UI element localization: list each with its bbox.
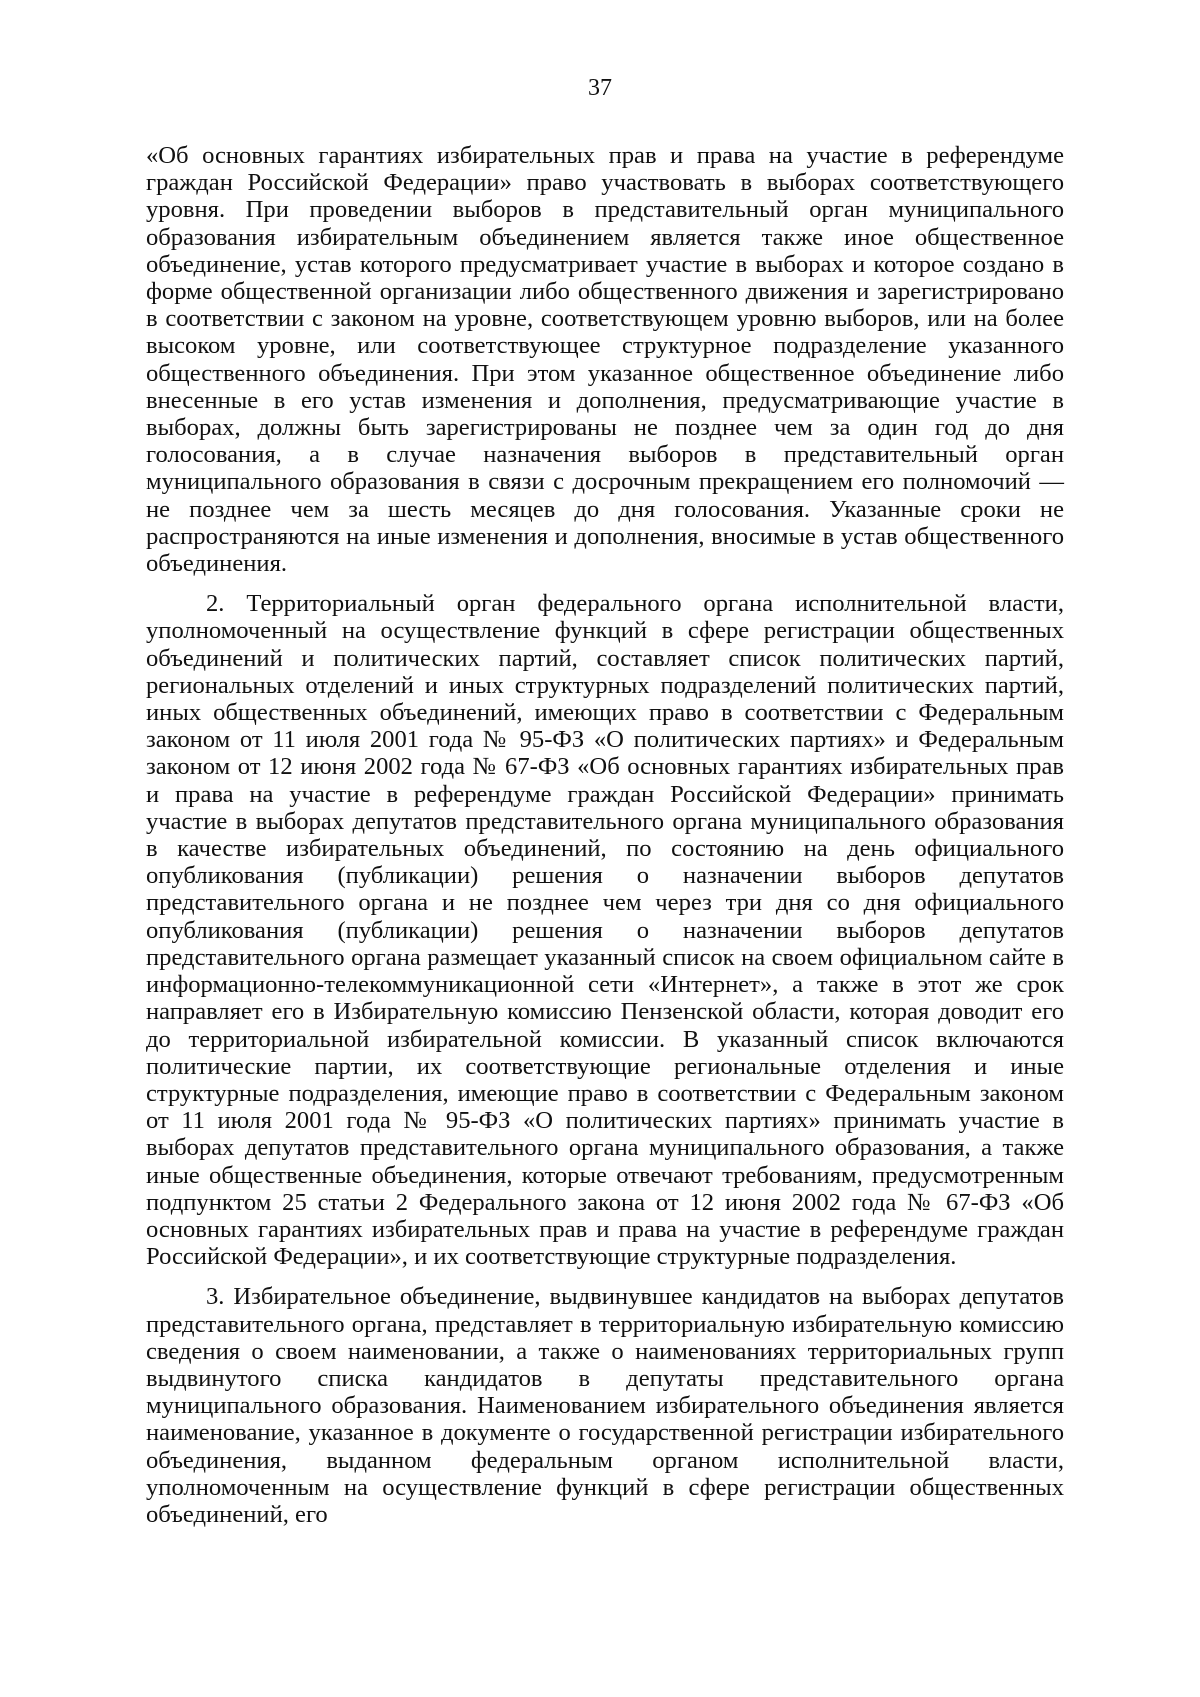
paragraph-item-2: 2. Территориальный орган федерального органа исполнительной власти, уполномоченный на осуществление функций в сфере регистрации общественных объединений и политических партий, составляет список политических партий, региональных отделений и иных структурных подразделений политических партий, иных общественных объединений, имеющих право в соответствии с Федеральным законом от 11 июля 2001 года № 95-ФЗ «О политических партиях» и Федеральным законом от 12 июня 2002 года № 67-ФЗ «Об основных гарантиях избирательных прав и права на участие в референдуме граждан Российской Федерации» принимать участие в выборах депутатов представительного органа муниципального образования в качестве избирательных объединений, по состоянию на день официального опубликования (публикации) решения о назначении выборов депутатов представительного органа и не позднее чем через три дня со дня официального опубликования (публикации) решения о назначении выборов депутатов представительного органа размещает указанный список на своем официальном сайте в информационно-телекоммуникационной сети «Интернет», а также в этот же срок направляет его в Избирательную комиссию Пензенской области, которая доводит его до территориальной избирательной комиссии. В указанный список включаются политические партии, их соответствующие региональные отделения и иные структурные подразделения, имеющие право в соответствии с Федеральным законом от 11 июля 2001 года № 95-ФЗ «О политических партиях» принимать участие в выборах депутатов представительного органа муниципального образования, а также иные общественные объединения, которые отвечают требованиям, предусмотренным подпунктом 25 статьи 2 Федерального закона от 12 июня 2002 года № 67-ФЗ «Об основных гарантиях избирательных прав и права на участие в референдуме граждан Российской Федерации», и их соответствующие структурные подразделения. <box>146 590 1064 1271</box>
paragraph-continuation: «Об основных гарантиях избирательных прав и права на участие в референдуме граждан Российской Федерации» право участвовать в выборах соответствующего уровня. При проведении выборов в представительный орган муниципального образования избирательным объединением является также иное общественное объединение, устав которого предусматривает участие в выборах и которое создано в форме общественной организации либо общественного движения и зарегистрировано в соответствии с законом на уровне, соответствующем уровню выборов, или на более высоком уровне, или соответствующее структурное подразделение указанного общественного объединения. При этом указанное общественное объединение либо внесенные в его устав изменения и дополнения, предусматривающие участие в выборах, должны быть зарегистрированы не позднее чем за один год до дня голосования, а в случае назначения выборов в представительный орган муниципального образования в связи с досрочным прекращением его полномочий — не позднее чем за шесть месяцев до дня голосования. Указанные сроки не распространяются на иные изменения и дополнения, вносимые в устав общественного объединения. <box>146 142 1064 578</box>
paragraph-item-3: 3. Избирательное объединение, выдвинувшее кандидатов на выборах депутатов представительного органа, представляет в территориальную избирательную комиссию сведения о своем наименовании, а также о наименованиях территориальных групп выдвинутого списка кандидатов в депутаты представительного органа муниципального образования. Наименованием избирательного объединения является наименование, указанное в документе о государственной регистрации избирательного объединения, выданном федеральным органом исполнительной власти, уполномоченным на осуществление функций в сфере регистрации общественных объединений, его <box>146 1283 1064 1528</box>
page-number: 37 <box>588 75 612 101</box>
document-body <box>146 142 1064 1528</box>
